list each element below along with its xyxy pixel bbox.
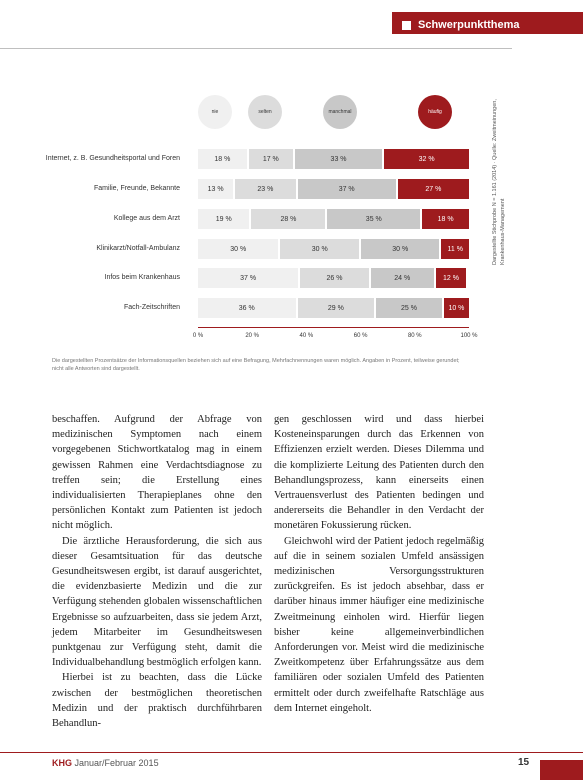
journal-issue: Januar/Februar 2015	[74, 758, 159, 768]
footer-journal	[52, 758, 159, 768]
bar-segment: 12 %	[434, 268, 467, 288]
bar-segment: 36 %	[198, 298, 296, 318]
bar-row	[198, 209, 469, 229]
bar-segment: 32 %	[382, 149, 469, 169]
x-tick-label: 0 %	[192, 333, 204, 339]
bar-segment: 23 %	[233, 179, 295, 199]
bar-segment: 11 %	[439, 239, 469, 259]
paragraph: Gleichwohl wird der Patient jedoch regelmäßig auf die in seinem sozialen Umfeld ansässigen medizinischen Versorgungsstrukturen zurückgreifen. Es ist jedoch absehbar, dass er darüber hinaus immer häufiger eine medizinische Zweitmeinung einholen wird. Hierfür liegen bisher keine allgemeinverbindlichen Anforderungen vor. Meist wird die medizinische Zweitkompetenz über Erfahrungssätze aus dem familiären oder sozialen Umfeld des Patienten ermittelt oder durch zweifelhafte Ratschläge aus dem Internet eingeholt.	[274, 535, 484, 714]
bar-row	[198, 298, 469, 318]
bar-row	[198, 239, 469, 259]
paragraph: gen geschlossen wird und dass hierbei Kosteneinsparungen durch das Erkennen von Effizienzen erzielt werden. Dieses Dilemma und die komplizierte Leitung des Patienten durch den Behandlungsprozess, kann einerseits einen Vertrauensverlust des Patienten bedingen und andererseits die Behandler in den Verdacht der monetären Fokussierung rücken.	[274, 414, 484, 532]
x-tick-label: 100 %	[460, 333, 478, 339]
bar-row	[198, 179, 469, 199]
x-tick-label: 80 %	[407, 333, 422, 339]
body-column-left	[52, 412, 262, 731]
category-label: Kollege aus dem Arzt	[113, 215, 180, 222]
x-axis-line	[198, 327, 469, 328]
bar-segment: 33 %	[293, 149, 382, 169]
bar-segment: 19 %	[198, 209, 249, 229]
bar-segment: 10 %	[442, 298, 469, 318]
bar-row	[198, 149, 469, 169]
bar-segment: 24 %	[369, 268, 434, 288]
bar-segment: 17 %	[247, 149, 293, 169]
source-note: Dargestellte Stichprobe N = 1.161 (2014) · Quelle: Zweitmeinungen, Krankenhaus-Management	[492, 99, 506, 265]
bar-segment: 25 %	[374, 298, 442, 318]
bar-segment: 26 %	[298, 268, 368, 288]
bar-segment: 37 %	[198, 268, 298, 288]
bar-segment: 30 %	[359, 239, 440, 259]
bar-segment: 18 %	[198, 149, 247, 169]
square-icon	[402, 21, 411, 30]
category-label: Infos beim Krankenhaus	[104, 274, 180, 281]
category-label: Klinikarzt/Notfall-Ambulanz	[96, 245, 180, 252]
header-rule	[0, 48, 512, 49]
paragraph: Die ärztliche Herausforderung, die sich aus dieser Gesamtsituation für das deutsche Gesundheitswesen ergibt, ist darauf ausgerichtet, die evidenzbasierte Medizin und die zur Verfügung stehenden globalen wissenschaftlichen Ergebnisse so aufzuarbeiten, dass sie jedem Arzt, jedem Mitarbeiter im Gesundheitswesen punktgenau zur Verfügung steht, damit die Individualbehandlung bestmöglich erfolgen kann.	[52, 535, 262, 669]
section-title: Schwerpunktthema	[418, 19, 520, 31]
bar-segment: 13 %	[198, 179, 233, 199]
bar-segment: 27 %	[396, 179, 469, 199]
bar-segment: 30 %	[198, 239, 278, 259]
category-label: Internet, z. B. Gesundheitsportal und Foren	[45, 155, 180, 162]
x-tick-label: 60 %	[353, 333, 368, 339]
legend-item: häufig	[418, 95, 452, 129]
bar-segment: 30 %	[278, 239, 359, 259]
paragraph: Hierbei ist zu beachten, dass die Lücke zwischen der bestmöglichen theoretischen Medizin und der praktisch durchführbaren Behandlun-	[52, 672, 262, 730]
legend-item: nie	[198, 95, 232, 129]
journal-name: KHG	[52, 758, 72, 768]
bar-segment: 18 %	[420, 209, 469, 229]
bar-segment: 28 %	[249, 209, 325, 229]
footer-rule	[0, 752, 583, 753]
legend-item: manchmal	[323, 95, 357, 129]
body-column-right	[274, 412, 484, 716]
category-label: Fach-Zeitschriften	[123, 304, 180, 311]
page-number: 15	[518, 757, 530, 768]
bar-segment: 37 %	[296, 179, 396, 199]
section-tab	[392, 12, 583, 34]
bar-segment: 35 %	[325, 209, 420, 229]
bar-segment: 29 %	[296, 298, 375, 318]
legend-item: selten	[248, 95, 282, 129]
bar-row	[198, 268, 469, 288]
paragraph: beschaffen. Aufgrund der Abfrage von medizinischen Symptomen nach einem vorgegebenen Stichwortkatalog mag in einem gewissen Rahmen eine Verdachtsdiagnose zu treffen sein; die Erstellung eines individualisierten Therapieplanes ohne den persönlichen Kontakt zum Patienten ist jedoch nicht möglich.	[52, 414, 262, 532]
chart-caption: Die dargestellten Prozentsätze der Informationsquellen beziehen sich auf eine Befragung, Mehrfachnennungen waren möglich. Angaben in Prozent, teilweise gerundet; nicht alle Antworten sind dargestellt.	[52, 358, 460, 372]
footer-corner-block	[540, 760, 583, 780]
category-label: Familie, Freunde, Bekannte	[94, 185, 180, 192]
x-tick-label: 20 %	[245, 333, 260, 339]
x-tick-label: 40 %	[299, 333, 314, 339]
